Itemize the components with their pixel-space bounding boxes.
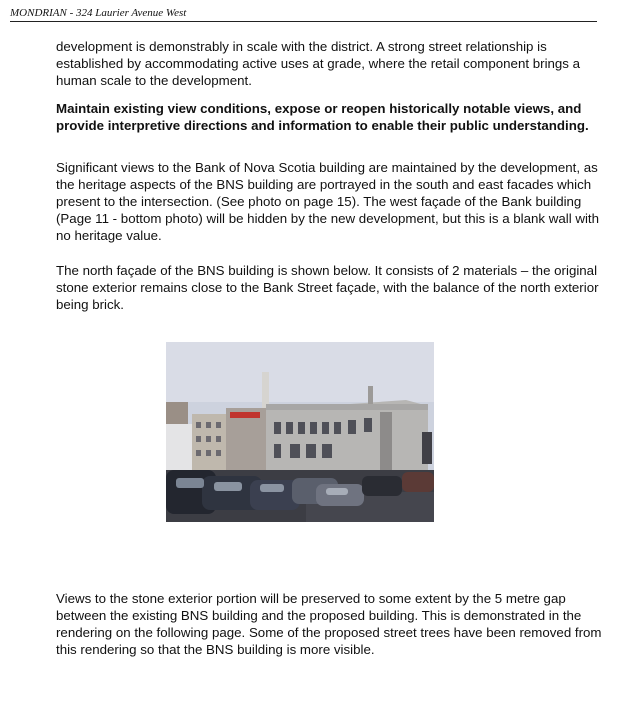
section-heading-views: Maintain existing view conditions, expose or reopen historically notable views, and provide interpretive directions and information to enable their public understanding. <box>56 101 589 133</box>
paragraph-scale: development is demonstrably in scale with the district. A strong street relationship is established by accommodating active uses at grade, where the retail component brings a human scale to the development. <box>56 39 581 88</box>
running-header: MONDRIAN - 324 Laurier Avenue West <box>10 6 597 22</box>
photo-beige-windows <box>196 422 221 456</box>
paragraph-stone-exterior: Views to the stone exterior portion will be preserved to some extent by the 5 metre gap between the existing BNS building and the proposed building. This is demonstrated in the rendering on the following page. Some of the proposed street trees have been removed from this rendering so that the BNS building is more visible. <box>56 591 602 657</box>
photo-roof-vent <box>368 386 373 404</box>
photo-bns-building <box>266 400 428 472</box>
photo-dark-door <box>422 432 432 464</box>
photo-white-building <box>166 424 196 472</box>
photo-sky-upper <box>166 342 434 402</box>
photo-illustration <box>166 342 434 522</box>
photo-cornice <box>266 404 428 410</box>
photo-corner-pier <box>380 412 392 470</box>
bns-building-photo <box>166 342 434 522</box>
photo-red-sign <box>230 412 260 418</box>
paragraph-north-facade: The north façade of the BNS building is shown below. It consists of 2 materials – the original stone exterior remains close to the Bank Street façade, with the balance of the north exterior being brick. <box>56 263 599 312</box>
paragraph-significant-views: Significant views to the Bank of Nova Scotia building are maintained by the development, as the heritage aspects of the BNS building are portrayed in the south and east facades which present to the intersection. (See photo on page 15). The west façade of the Bank building (Page 11 - bottom photo) will be hidden by the new development, but this is a blank wall with no heritage value. <box>56 160 600 243</box>
